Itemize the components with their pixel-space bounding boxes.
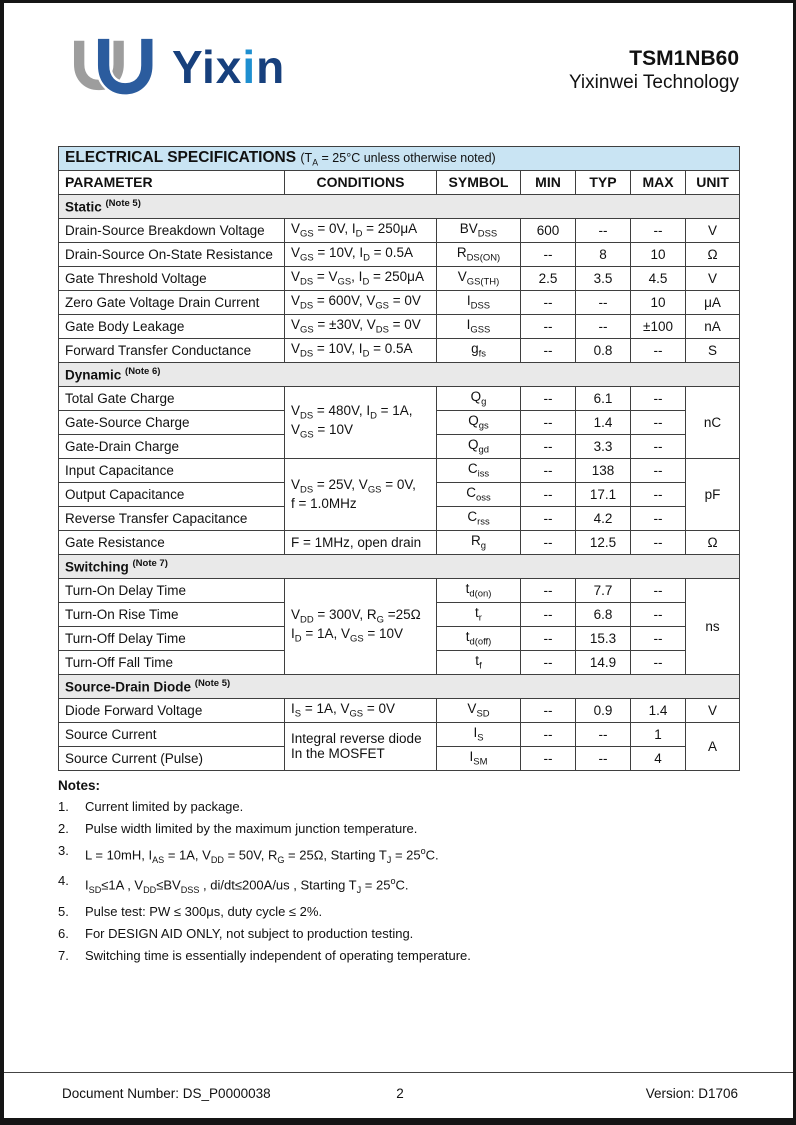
value-cell: $V_{DS} = 10V$, $I_D = 0.5A$ — [285, 338, 437, 362]
column-header: MIN — [521, 170, 576, 194]
note-item — [58, 926, 739, 942]
value-cell: 14.9 — [576, 650, 631, 674]
value-cell: -- — [521, 314, 576, 338]
section-row — [59, 194, 740, 218]
spec-table-body — [59, 194, 740, 770]
parameter-cell: Gate Threshold Voltage — [59, 266, 285, 290]
value-cell: $C_{rss}$ — [437, 506, 521, 530]
parameter-cell: Diode Forward Voltage — [59, 698, 285, 722]
value-cell: -- — [521, 602, 576, 626]
parameter-cell: Output Capacitance — [59, 482, 285, 506]
value-cell: -- — [521, 530, 576, 554]
section-label: Static $^{(Note 5)}$ — [59, 194, 740, 218]
value-cell: A — [686, 722, 740, 770]
value-cell: 138 — [576, 458, 631, 482]
value-cell: 6.8 — [576, 602, 631, 626]
parameter-cell: Gate-Drain Charge — [59, 434, 285, 458]
value-cell: 2.5 — [521, 266, 576, 290]
part-number: TSM1NB60 — [629, 47, 739, 70]
table-title-note: ($T_A = 25^\circ C$ unless otherwise noted) — [300, 151, 496, 168]
value-cell: F = 1MHz, open drain — [285, 530, 437, 554]
notes-section — [58, 778, 739, 965]
value-cell: pF — [686, 458, 740, 530]
note-number: 3. — [58, 842, 69, 858]
value-cell: $t_f$ — [437, 650, 521, 674]
value-cell: Ω — [686, 242, 740, 266]
value-cell: -- — [631, 434, 686, 458]
note-item — [58, 873, 739, 898]
table-title: ELECTRICAL SPECIFICATIONS — [65, 149, 297, 166]
notes-title: Notes: — [58, 777, 101, 793]
value-cell: Ω — [686, 530, 740, 554]
column-header: PARAMETER — [59, 170, 285, 194]
value-cell: $I_{SM}$ — [437, 746, 521, 770]
value-cell: -- — [521, 698, 576, 722]
section-row — [59, 362, 740, 386]
column-header: TYP — [576, 170, 631, 194]
value-cell: $R_{DS(ON)}$ — [437, 242, 521, 266]
value-cell: $V_{GS} = 10V$, $I_D = 0.5A$ — [285, 242, 437, 266]
value-cell: -- — [631, 338, 686, 362]
spec-row — [59, 578, 740, 602]
value-cell: S — [686, 338, 740, 362]
note-text: Pulse test: PW ≤ 300μs, duty cycle ≤ 2%. — [85, 904, 323, 920]
value-cell: 3.3 — [576, 434, 631, 458]
value-cell: 17.1 — [576, 482, 631, 506]
parameter-cell: Gate Body Leakage — [59, 314, 285, 338]
electrical-specifications-table — [58, 146, 740, 771]
value-cell: $Q_{gd}$ — [437, 434, 521, 458]
parameter-cell: Forward Transfer Conductance — [59, 338, 285, 362]
spec-row — [59, 338, 740, 362]
value-cell: -- — [631, 578, 686, 602]
value-cell: $V_{DD} = 300V$, $R_G =25\Omega$ $I_D = 1A$, $V_{GS} = 10V$ — [285, 578, 437, 674]
value-cell: -- — [631, 482, 686, 506]
value-cell: 0.9 — [576, 698, 631, 722]
value-cell: -- — [521, 386, 576, 410]
note-item — [58, 843, 739, 868]
page-footer — [4, 1072, 793, 1101]
value-cell: $t_{d(on)}$ — [437, 578, 521, 602]
spec-row — [59, 242, 740, 266]
note-text: For DESIGN AID ONLY, not subject to production testing. — [85, 926, 414, 942]
logo-u-icon — [66, 36, 160, 102]
value-cell: -- — [521, 722, 576, 746]
note-text: L = 10mH, $I_{AS} = 1A$, $V_{DD} = 50V$, $R_G = 25\Omega$, Starting $T_J = 25^oC$. — [85, 845, 439, 865]
document-titles — [569, 46, 739, 95]
note-number: 5. — [58, 904, 69, 920]
value-cell: 10 — [631, 242, 686, 266]
parameter-cell: Turn-On Rise Time — [59, 602, 285, 626]
value-cell: -- — [631, 218, 686, 242]
value-cell: nC — [686, 386, 740, 458]
value-cell: 7.7 — [576, 578, 631, 602]
value-cell: $V_{GS} = 0V$, $I_D = 250\mu A$ — [285, 218, 437, 242]
value-cell: -- — [631, 506, 686, 530]
value-cell: $Q_g$ — [437, 386, 521, 410]
value-cell: $V_{GS} = \pm 30V$, $V_{DS} = 0V$ — [285, 314, 437, 338]
value-cell: $V_{DS} = 600V$, $V_{GS} = 0V$ — [285, 290, 437, 314]
value-cell: $g_{fs}$ — [437, 338, 521, 362]
value-cell: $I_S = 1A$, $V_{GS} = 0V$ — [285, 698, 437, 722]
value-cell: V — [686, 266, 740, 290]
value-cell: -- — [576, 314, 631, 338]
spec-row — [59, 266, 740, 290]
company-logo — [66, 36, 285, 102]
spec-row — [59, 698, 740, 722]
column-header: MAX — [631, 170, 686, 194]
parameter-cell: Reverse Transfer Capacitance — [59, 506, 285, 530]
value-cell: -- — [521, 626, 576, 650]
value-cell: $t_{d(off)}$ — [437, 626, 521, 650]
value-cell: $I_{GSS}$ — [437, 314, 521, 338]
table-title-row — [59, 147, 740, 171]
parameter-cell: Input Capacitance — [59, 458, 285, 482]
value-cell: -- — [521, 338, 576, 362]
value-cell: -- — [521, 650, 576, 674]
parameter-cell: Source Current — [59, 722, 285, 746]
value-cell: $V_{DS} = V_{GS}$, $I_D = 250\mu A$ — [285, 266, 437, 290]
value-cell: -- — [631, 458, 686, 482]
note-number: 7. — [58, 948, 69, 964]
logo-wordmark: Yixin — [172, 41, 286, 93]
version: Version: D1706 — [645, 1086, 739, 1101]
column-header: CONDITIONS — [285, 170, 437, 194]
value-cell: ns — [686, 578, 740, 674]
value-cell: μA — [686, 290, 740, 314]
value-cell: -- — [576, 722, 631, 746]
value-cell: ±100 — [631, 314, 686, 338]
note-item — [58, 821, 739, 837]
note-number: 1. — [58, 798, 69, 814]
note-item — [58, 904, 739, 920]
parameter-cell: Drain-Source Breakdown Voltage — [59, 218, 285, 242]
parameter-cell: Zero Gate Voltage Drain Current — [59, 290, 285, 314]
value-cell: 0.8 — [576, 338, 631, 362]
spec-row — [59, 218, 740, 242]
value-cell: $V_{GS(TH)}$ — [437, 266, 521, 290]
value-cell: 3.5 — [576, 266, 631, 290]
note-text: Current limited by package. — [85, 798, 244, 814]
note-text: Pulse width limited by the maximum junction temperature. — [85, 820, 418, 836]
value-cell: 1 — [631, 722, 686, 746]
parameter-cell: Gate-Source Charge — [59, 410, 285, 434]
section-label: Dynamic $^{(Note 6)}$ — [59, 362, 740, 386]
value-cell: 10 — [631, 290, 686, 314]
value-cell: 6.1 — [576, 386, 631, 410]
note-text: $I_{SD}\le 1A$ , $V_{DD}\le BV_{DSS}$ , di/dt≤200A/us , Starting $T_J = 25^oC$. — [85, 876, 409, 896]
note-number: 2. — [58, 820, 69, 836]
value-cell: -- — [521, 242, 576, 266]
value-cell: $t_r$ — [437, 602, 521, 626]
document-number: Document Number: DS_P0000038 — [62, 1086, 271, 1101]
parameter-cell: Turn-On Delay Time — [59, 578, 285, 602]
value-cell: 1.4 — [576, 410, 631, 434]
spec-row — [59, 386, 740, 410]
value-cell: -- — [631, 386, 686, 410]
page-number: 2 — [396, 1086, 404, 1101]
page-header — [58, 36, 739, 106]
value-cell: $I_{DSS}$ — [437, 290, 521, 314]
value-cell: -- — [521, 434, 576, 458]
parameter-cell: Source Current (Pulse) — [59, 746, 285, 770]
column-header-row — [59, 170, 740, 194]
value-cell: -- — [631, 626, 686, 650]
value-cell: -- — [521, 506, 576, 530]
value-cell: $C_{iss}$ — [437, 458, 521, 482]
value-cell: $V_{SD}$ — [437, 698, 521, 722]
value-cell: -- — [576, 290, 631, 314]
value-cell: -- — [521, 410, 576, 434]
section-label: Source-Drain Diode $^{(Note 5)}$ — [59, 674, 740, 698]
value-cell: 4.2 — [576, 506, 631, 530]
value-cell: 4 — [631, 746, 686, 770]
value-cell: 12.5 — [576, 530, 631, 554]
value-cell: $Q_{gs}$ — [437, 410, 521, 434]
value-cell: V — [686, 698, 740, 722]
value-cell: $R_g$ — [437, 530, 521, 554]
value-cell: -- — [631, 602, 686, 626]
column-header: SYMBOL — [437, 170, 521, 194]
value-cell: -- — [521, 290, 576, 314]
section-label: Switching $^{(Note 7)}$ — [59, 554, 740, 578]
value-cell: -- — [576, 218, 631, 242]
parameter-cell: Gate Resistance — [59, 530, 285, 554]
parameter-cell: Turn-Off Fall Time — [59, 650, 285, 674]
value-cell: $C_{oss}$ — [437, 482, 521, 506]
company-name: Yixinwei Technology — [568, 72, 739, 93]
parameter-cell: Drain-Source On-State Resistance — [59, 242, 285, 266]
spec-row — [59, 290, 740, 314]
column-header: UNIT — [686, 170, 740, 194]
parameter-cell: Turn-Off Delay Time — [59, 626, 285, 650]
value-cell: 8 — [576, 242, 631, 266]
value-cell: -- — [631, 410, 686, 434]
note-number: 4. — [58, 873, 69, 889]
value-cell: 4.5 — [631, 266, 686, 290]
note-text: Switching time is essentially independent of operating temperature. — [85, 948, 471, 964]
value-cell: $I_S$ — [437, 722, 521, 746]
table-title-cell — [59, 147, 740, 171]
value-cell: -- — [521, 746, 576, 770]
value-cell: -- — [521, 458, 576, 482]
value-cell: nA — [686, 314, 740, 338]
spec-row — [59, 722, 740, 746]
value-cell: 15.3 — [576, 626, 631, 650]
value-cell: $V_{DS} = 25V$, $V_{GS} = 0V$, f = 1.0MHz — [285, 458, 437, 530]
value-cell: -- — [521, 482, 576, 506]
spec-row — [59, 458, 740, 482]
section-row — [59, 674, 740, 698]
value-cell: -- — [631, 650, 686, 674]
value-cell: 1.4 — [631, 698, 686, 722]
value-cell: $V_{DS} = 480V$, $I_D = 1A$, $V_{GS} = 10V$ — [285, 386, 437, 458]
parameter-cell: Total Gate Charge — [59, 386, 285, 410]
value-cell: -- — [576, 746, 631, 770]
section-row — [59, 554, 740, 578]
note-item — [58, 799, 739, 815]
note-item — [58, 948, 739, 964]
note-number: 6. — [58, 926, 69, 942]
notes-list — [58, 799, 739, 965]
value-cell: 600 — [521, 218, 576, 242]
value-cell: Integral reverse diode In the MOSFET — [285, 722, 437, 770]
value-cell: -- — [631, 530, 686, 554]
spec-row — [59, 530, 740, 554]
value-cell: V — [686, 218, 740, 242]
value-cell: -- — [521, 578, 576, 602]
value-cell: $BV_{DSS}$ — [437, 218, 521, 242]
spec-row — [59, 314, 740, 338]
